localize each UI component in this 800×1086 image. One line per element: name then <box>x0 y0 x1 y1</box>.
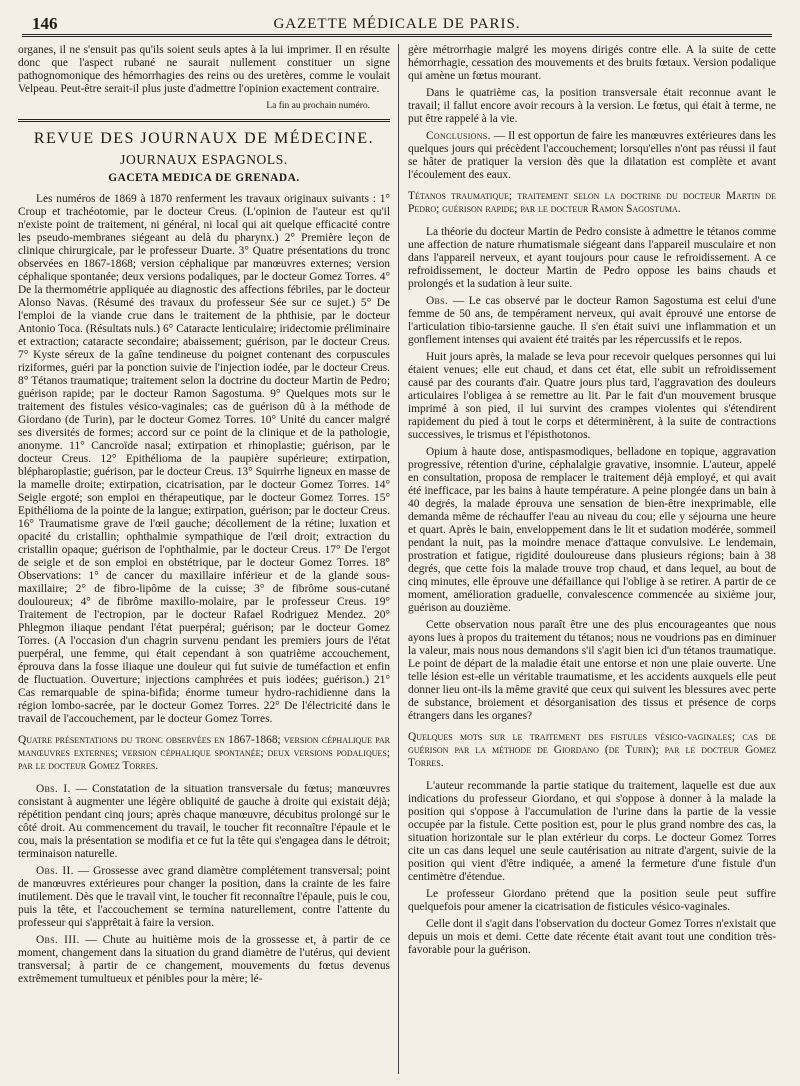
intro-paragraph: Les numéros de 1869 à 1870 renferment les travaux originaux suivants : 1° Croup et trachéotomie, par le docteur Creus. (L'opinion de l'auteur est qu'il n'existe point de traitement, ni général, ni local qui ait quelque efficacité contre les pseudo-membranes siégeant au delà du pharynx.) 2° Première leçon de clinique chirurgicale, par le professeur Duarte. 3° Quatre présentations du tronc observées en 1867-1868; version céphalique par manœuvres externes; version céphalique spontanée; deux versions podaliques, par le docteur Gomez Torres. 4° De la thermométrie appliquée au diagnostic des affections fébriles, par le docteur Alonso Navas. (Résumé des travaux du professeur Sée sur ce sujet.) 5° De l'emploi de la viande crue dans le traitement de la phthisie, par le docteur Antonio Toca. (Résultats nuls.) 6° Cataracte lenticulaire; iridectomie préliminaire et extraction; cataracte secondaire; abaissement; guérison, par le docteur Creus. 7° Kyste séreux de la gaîne tendineuse du poignet contenant des corpuscules riziformes, guéri par la ponction suivie de l'injection iodée, par le docteur Creus. 8° Tétanos traumatique; traitement selon la doctrine du docteur Martin de Pedro; guérison rapide; par le docteur Ramon Sagostuma. 9° Quelques mots sur le traitement des fistules vésico-vaginales; cas de guérison dû à la méthode de Giordano (de Turin), par le docteur Gomez Torres. 10° Unité du cancer malgré ses diversités de formes; accord sur ce point de la clinique et de la pathologie, anonyme. 11° Cancroïde nasal; extirpation et rhinoplastie; guérison, par le docteur Creus. 12° Epithélioma de la paupière supérieure; extirpation, blépharoplastie; guérison, par le docteur Creus. 13° Squirrhe ligneux en masse de la mamelle droite; extirpation, cicatrisation, par le docteur Gomez Torres. 14° Seigle ergoté; son emploi en thérapeutique, par le docteur Gomez Torres. 15° Epithélioma de la pointe de la langue; extirpation, guérison; par le docteur Creus. 16° Traumatisme grave de l'œil gauche; décollement de la rétine; luxation et opacité du cristallin; ophthalmie sympathique de l'œil droit; extraction du cristallin opaque; guérison de l'ophthalmie, par le docteur Creus. 17° De l'ergot de seigle et de son emploi en obstétrique, par le docteur Gomez Torres. 18° Observations: 1° de cancer du maxillaire inférieur et de la glande sous-maxillaire; 2° de fibro-lipôme de la cuisse; 3° de fibrôme sous-cutané douloureux; 4° de fibrôme maxillo-molaire, par le professeur Creus. 19° Traitement de l'ectropion, par le docteur Rafael Rodriguez Mendez. 20° Phlegmon iliaque pendant l'état puerpéral; guérison; par le docteur Gomez Torres. (A l'occasion d'un chagrin survenu pendant les premiers jours de l'état puerpéral, une femme, qui était cependant à son quatrième accouchement, éprouva dans la fosse iliaque une douleur qui fut suivie de tuméfaction et enfin de fluctuation. Ouverture; injections camphrées et puis iodées; guérison.) 21° Cas remarquable de spina-bifida; énorme tumeur hydro-rachidienne dans la région lombo-sacrée, par le docteur Gomez Torres. 22° De l'électricité dans le travail de l'accouchement, par le docteur Gomez Torres. <box>18 193 390 725</box>
body-paragraph: Opium à haute dose, antispasmodiques, belladone en topique, aggravation progressive, rétention d'urine, céphalalgie gravative, insomnie. L'auteur, appelé en consultation, proposa de remplacer le traitement déjà employé, et qui avait été inefficace, par les bains à haute température. A peine plongée dans un bain à 40 degrés, la malade éprouva une sensation de bien-être inexprimable, elle demanda même de réchauffer l'eau au niveau du cou; elle y séjourna une heure et quart. Après le bain, enveloppement dans le lit et sudation modérée, sommeil pendant la nuit, pas la moindre menace d'attaque convulsive. Le lendemain, prostration et fatigue, rigidité douloureuse dans plusieurs régions; bain à 38 degrés, que cette fois la malade trouve trop chaud, et dans lequel, au bout de cinq minutes, elle éprouve une défaillance qui l'oblige à se retirer. A partir de ce moment, amélioration graduelle, convalescence commencée au sixième jour, guérison au douzième. <box>408 446 776 614</box>
section-rule <box>18 119 390 122</box>
observation-paragraph <box>18 783 390 861</box>
observation-text: — Le cas observé par le docteur Ramon Sagostuma est celui d'une femme de 50 ans, de tempérament nerveux, qui avait éprouvé une entorse de l'articulation tibio-tarsienne gauche. Il s'en était suivi une inflammation et un gonflement intenses qui avaient été traités par les répercussifs et le repos. <box>408 295 776 346</box>
continued-paragraph: gère métrorrhagie malgré les moyens dirigés contre elle. A la suite de cette hémorrhagie, cessation des mouvements et des bruits fœtaux. Version podalique qui amène un fœtus mourant. <box>408 44 776 82</box>
observation-paragraph <box>18 934 390 986</box>
journal-title: GAZETTE MÉDICALE DE PARIS. <box>273 16 521 32</box>
observation-text: — Constatation de la situation transversale du fœtus; manœuvres consistant à augmenter une légère obliquité de gauche à droite qui existait déjà; répétition pendant cinq jours; après chaque manœuvre, décubitus prolongé sur le côté droit. Au commencement du travail, le toucher fit reconnaître l'épaule et le cou, mais la présentation se modifia et ce fut la tête qui s'engagea dans le détroit; terminaison naturelle. <box>18 783 391 860</box>
body-paragraph: Cette observation nous paraît être une des plus encourageantes que nous ayons lues à propos du traitement du tétanos; nous ne voudrions pas en diminuer la valeur, mais nous nous demandons s'il s'agit bien ici d'un tétanos traumatique. Le point de départ de la maladie était une entorse et non une plaie ouverte. Une telle lésion est-elle un véritable traumatisme, et les accidents auxquels elle peut donner lieu ont-ils la même gravité que ceux qui suivent les blessures avec perte de substance, broiement et désorganisation des tissus et présence de corps étrangers dans les organes? <box>408 619 776 722</box>
body-paragraph: Le professeur Giordano prétend que la position seule peut suffire quelquefois pour amener la cicatrisation de fisticules vésico-vaginales. <box>408 888 776 913</box>
body-paragraph: L'auteur recommande la partie statique du traitement, laquelle est due aux indications du professeur Giordano, et qui s'oppose à donner à la malade la position qui s'oppose à l'accumulation de l'urine dans la partie de la vessie occupée par la fistule. Cette position est, pour le plus grand nombre des cas, la situation horizontale sur le plan extérieur du corps. Le docteur Gomez Torres cite un cas dans lequel une seule cautérisation au nitrate d'argent, suivie de la position qui vient d'être indiquée, a amené la fermeture d'une fistule d'un centimètre d'étendue. <box>408 780 776 883</box>
conclusions-paragraph <box>408 130 776 182</box>
column-divider <box>398 44 399 1074</box>
left-column <box>18 44 390 990</box>
article-heading: Quelques mots sur le traitement des fistules vésico-vaginales; cas de guérison par la méthode de Giordano (de Turin); par le docteur Gomez Torres. <box>408 731 776 769</box>
body-paragraph: Dans le quatrième cas, la position transversale était reconnue avant le travail; il fallut encore avoir recours à la version. Le fœtus, qui était à terme, ne put être rappelé à la vie. <box>408 87 776 125</box>
observation-paragraph <box>408 295 776 347</box>
observation-text: — Grossesse avec grand diamètre complétement transversal; point de manœuvres extérieures pour changer la position, dans la crainte de les faire inutilement. Dès que le travail vint, le toucher fit reconnaître l'épaule, puis le cou, puis la tête, et l'accouchement se termina naturellement, contre l'attente du professeur qui s'apprêtait à faire la version. <box>18 865 390 929</box>
source-title: GACETA MEDICA DE GRENADA. <box>108 172 300 184</box>
body-paragraph: La théorie du docteur Martin de Pedro consiste à admettre le tétanos comme une affection de nature rhumatismale siégeant dans l'appareil musculaire et non dans l'appareil nerveux, et ayant toujours pour cause le refroidissement. A ce refroidissement, le docteur Martin de Pedro oppose les bains chauds et prolongés et la sudation à leur suite. <box>408 226 776 290</box>
observation-label: Obs. I. <box>36 783 71 795</box>
section-title: REVUE DES JOURNAUX DE MÉDECINE. <box>33 130 375 147</box>
conclusions-label: Conclusions. <box>426 130 491 142</box>
article-heading: Quatre présentations du tronc observées en 1867-1868; version céphalique par manœuvres externes; version céphalique spontanée; deux versions podaliques; par le docteur Gomez Torres. <box>18 734 390 772</box>
observation-text: — Chute au huitième mois de la grossesse et, à partir de ce moment, changement dans la situation du grand diamètre de l'utérus, qui devient transversal; à partir de ce changement, mouvements du fœtus devenus extrêmement tumultueux et pénibles pour la mère; lé- <box>18 934 390 985</box>
right-column <box>408 44 776 961</box>
page-number: 146 <box>32 14 58 33</box>
body-paragraph: Celle dont il s'agit dans l'observation du docteur Gomez Torres n'existait que depuis un mois et demi. Cette date récente était avant tout une condition très-favorable pour la guérison. <box>408 918 776 956</box>
observation-paragraph <box>18 865 390 930</box>
observation-label: Obs. <box>426 295 449 307</box>
continuation-note: La fin au prochain numéro. <box>266 101 370 111</box>
continued-paragraph: organes, il ne s'ensuit pas qu'ils soient seuls aptes à la lui imprimer. Il en résulte donc que l'aspect rubané ne saurait nullement constituer un signe pathognomonique des hémorrhagies des reins ou des uretères, comme le voulait Velpeau. Peut-être serait-il plus juste d'admettre l'opinion exactement contraire. <box>18 44 390 95</box>
page-header <box>22 6 772 37</box>
body-paragraph: Huit jours après, la malade se leva pour recevoir quelques personnes qui lui étaient venues; elle eut chaud, et dans cet état, elle subit un refroidissement causé par des courants d'air. Quatre jours plus tard, l'aggravation des douleurs articulaires l'obligea à se remettre au lit. Par le fait d'un mouvement brusque imprimé à son pied, il lui survint des crampes violentes qui s'étendirent rapidement du pied à tout le corps et déterminèrent, à la suite de contractions successives, le trismus et l'épisthotonos. <box>408 351 776 441</box>
observation-label: Obs. III. <box>36 934 80 946</box>
observation-label: Obs. II. <box>36 865 74 877</box>
article-heading: Tétanos traumatique; traitement selon la doctrine du docteur Martin de Pedro; guérison rapide; par le docteur Ramon Sagostuma. <box>408 190 776 215</box>
conclusions-text: — Il est opportun de faire les manœuvres extérieures dans les quelques jours qui précèdent l'accouchement; lorsqu'elles n'ont pas réussi il faut se hâter de pratiquer la version dès que la dilatation est complète et avant l'écoulement des eaux. <box>408 130 776 181</box>
subsection-title: JOURNAUX ESPAGNOLS. <box>120 152 288 167</box>
